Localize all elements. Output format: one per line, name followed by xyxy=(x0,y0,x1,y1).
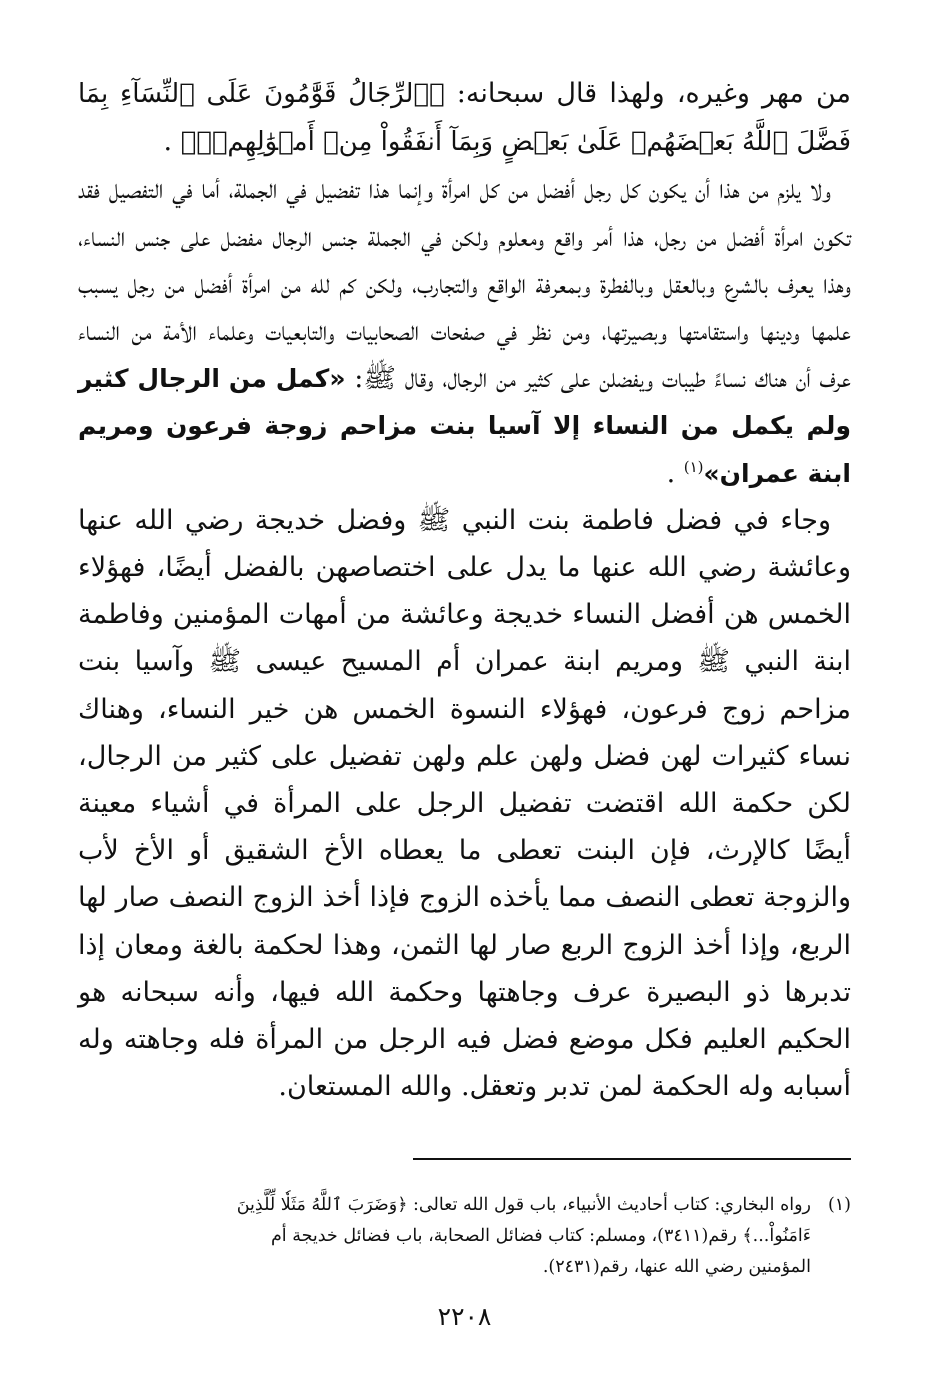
hadith-quote: «كمل من الرجال كثير ولم يكمل من النساء إلا آسيا بنت مزاحم زوجة فرعون ومريم ابنة عمران» xyxy=(78,364,851,488)
page xyxy=(78,70,851,1331)
footnote xyxy=(78,1190,851,1283)
footnote-number: (١) xyxy=(827,1195,851,1215)
paragraph-2 xyxy=(78,166,851,496)
paragraph-1 xyxy=(78,70,851,166)
paragraph-2-end: . xyxy=(666,457,684,489)
footnote-separator xyxy=(413,1158,851,1160)
paragraph-1-end: . xyxy=(163,126,181,158)
footnote-text-1: رواه البخاري: كتاب أحاديث الأنبياء، باب قول الله تعالى: ﴿وَضَرَبَ ٱللَّهُ مَثَلٗا لِّلَّذِينَ xyxy=(236,1195,811,1215)
paragraph-1-text: من مهر وغيره، ولهذا قال سبحانه: xyxy=(444,78,851,109)
main-text xyxy=(78,70,851,1110)
footnote-line-2: ءَامَنُواْ...﴾ رقم(٣٤١١)، ومسلم: كتاب فضائل الصحابة، باب فضائل خديجة أم xyxy=(270,1226,811,1246)
paragraph-3: وجاء في فضل فاطمة بنت النبي ﷺ وفضل خديجة رضي الله عنها وعائشة رضي الله عنها ما يدل على اختصاصهن بالفضل أيضًا، فهؤلاء الخمس هن أفضل النساء خديجة وعائشة من أمهات المؤمنين وفاطمة ابنة النبي ﷺ ومريم ابنة عمران أم المسيح عيسى ﷺ وآسيا بنت مزاحم زوج فرعون، فهؤلاء النسوة الخمس هن خير النساء، وهناك نساء كثيرات لهن فضل ولهن علم ولهن تفضيل على كثير من الرجال، لكن حكمة الله اقتضت تفضيل الرجل على المرأة في أشياء معينة أيضًا كالإرث، فإن البنت تعطى ما يعطاه الأخ الشقيق أو الأخ لأب والزوجة تعطى النصف مما يأخذه الزوج فإذا أخذ الزوج النصف صار لها الربع، وإذا أخذ الزوج الربع صار لها الثمن، وهذا لحكمة بالغة ومعان إذا تدبرها ذو البصيرة عرف وجاهتها وحكمة الله فيها، وأنه سبحانه هو الحكيم العليم فكل موضع فضل فيه الرجل من المرأة فله وجاهته وله أسبابه وله الحكمة لمن تدبر وتعقل. والله المستعان. xyxy=(78,504,851,1103)
footnote-line-3: المؤمنين رضي الله عنها، رقم(٢٤٣١). xyxy=(542,1257,811,1277)
footnote-reference: (١) xyxy=(683,457,704,476)
quran-verse: ﴿ٱلرِّجَالُ قَوَّٰمُونَ عَلَى ٱلنِّسَآءِ بِمَا فَضَّلَ ٱللَّهُ بَعۡضَهُمۡ عَلَىٰ بَعۡضٍ وَبِمَآ أَنفَقُواْ مِنۡ أَمۡوَٰلِهِمۡۚ﴾ xyxy=(78,79,851,158)
page-number: ٢٢٠٨ xyxy=(437,1302,492,1331)
footnote-line-1 xyxy=(78,1190,851,1221)
paragraph-2-text: ولا يلزم من هذا أن يكون كل رجل أفضل من كل امرأة وإنما هذا تفضيل في الجملة، أما في التفصيل فقد تكون امرأة أفضل من رجل، هذا أمر واقع ومعلوم ولكن في الجملة جنس الرجال مفضل على جنس النساء، وهذا يعرف بالشرع وبالعقل وبالفطرة وبمعرفة الواقع والتجارب، ولكن كم لله من امرأة أفضل من رجل يسبب علمها ودينها واستقامتها وبصيرتها، ومن نظر في صفحات الصحابيات والتابعيات وعلماء الأمة من النساء عرف أن هناك نساءً طيبات ويفضلن على كثير من الرجال، وقال ﷺ: xyxy=(78,174,851,395)
